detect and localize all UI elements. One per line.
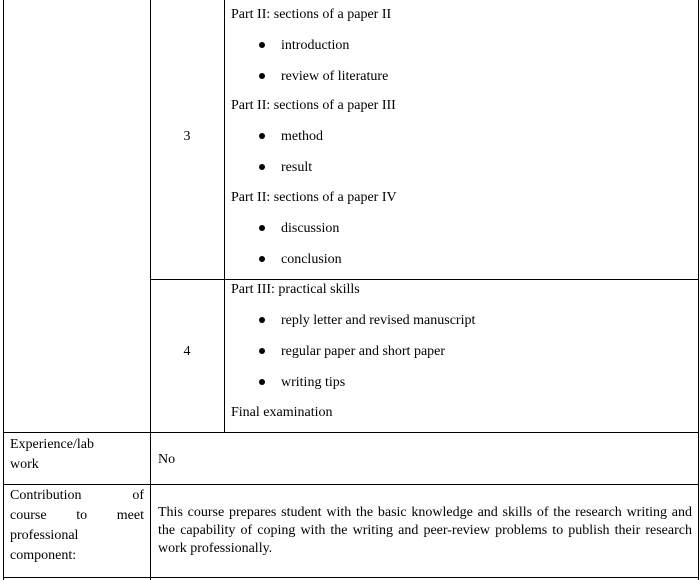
bullet-icon [259, 379, 265, 385]
section-heading: Part III: practical skills [231, 282, 360, 297]
contribution-label [10, 507, 144, 524]
list-item: result [281, 160, 313, 175]
contribution-label: component: [10, 548, 77, 563]
label-word: course [10, 508, 47, 523]
label-word: of [132, 488, 144, 503]
table-border-right [698, 0, 699, 580]
bullet-icon [259, 317, 265, 323]
experience-label: work [10, 457, 39, 472]
week-number-4: 4 [183, 344, 191, 359]
table-border-left [3, 0, 4, 580]
experience-value: No [158, 452, 176, 467]
table-border-bottom [3, 577, 699, 578]
bullet-icon [259, 42, 265, 48]
column-divider-label [150, 0, 151, 580]
bullet-icon [259, 348, 265, 354]
contribution-label: professional [10, 528, 79, 543]
contribution-label [10, 487, 144, 504]
bullet-icon [259, 256, 265, 262]
row-divider-experience-contribution [3, 484, 699, 485]
week-number-3: 3 [183, 129, 191, 144]
list-item: conclusion [281, 252, 342, 267]
section-heading: Part II: sections of a paper IV [231, 190, 397, 205]
row-divider-schedule-experience [3, 432, 699, 433]
bullet-icon [259, 133, 265, 139]
column-divider-week [224, 0, 225, 433]
bullet-icon [259, 164, 265, 170]
list-item: method [281, 129, 323, 144]
list-item: introduction [281, 38, 350, 53]
bullet-icon [259, 225, 265, 231]
final-exam-label: Final examination [231, 405, 333, 420]
bullet-icon [259, 73, 265, 79]
list-item: writing tips [281, 375, 346, 390]
row-divider-week3-week4 [150, 279, 699, 280]
section-heading: Part II: sections of a paper III [231, 98, 396, 113]
list-item: regular paper and short paper [281, 344, 446, 359]
contribution-text: This course prepares student with the basic knowledge and skills of the research writing and the capability of coping with the writing and peer-review problems to publish their research work professionally. [158, 505, 692, 556]
label-word: to [76, 508, 88, 523]
experience-label: Experience/lab [10, 437, 94, 452]
list-item: reply letter and revised manuscript [281, 313, 476, 328]
list-item: discussion [281, 221, 340, 236]
label-word: meet [116, 508, 144, 523]
list-item: review of literature [281, 69, 389, 84]
section-heading: Part II: sections of a paper II [231, 7, 392, 22]
label-word: Contribution [10, 488, 82, 503]
